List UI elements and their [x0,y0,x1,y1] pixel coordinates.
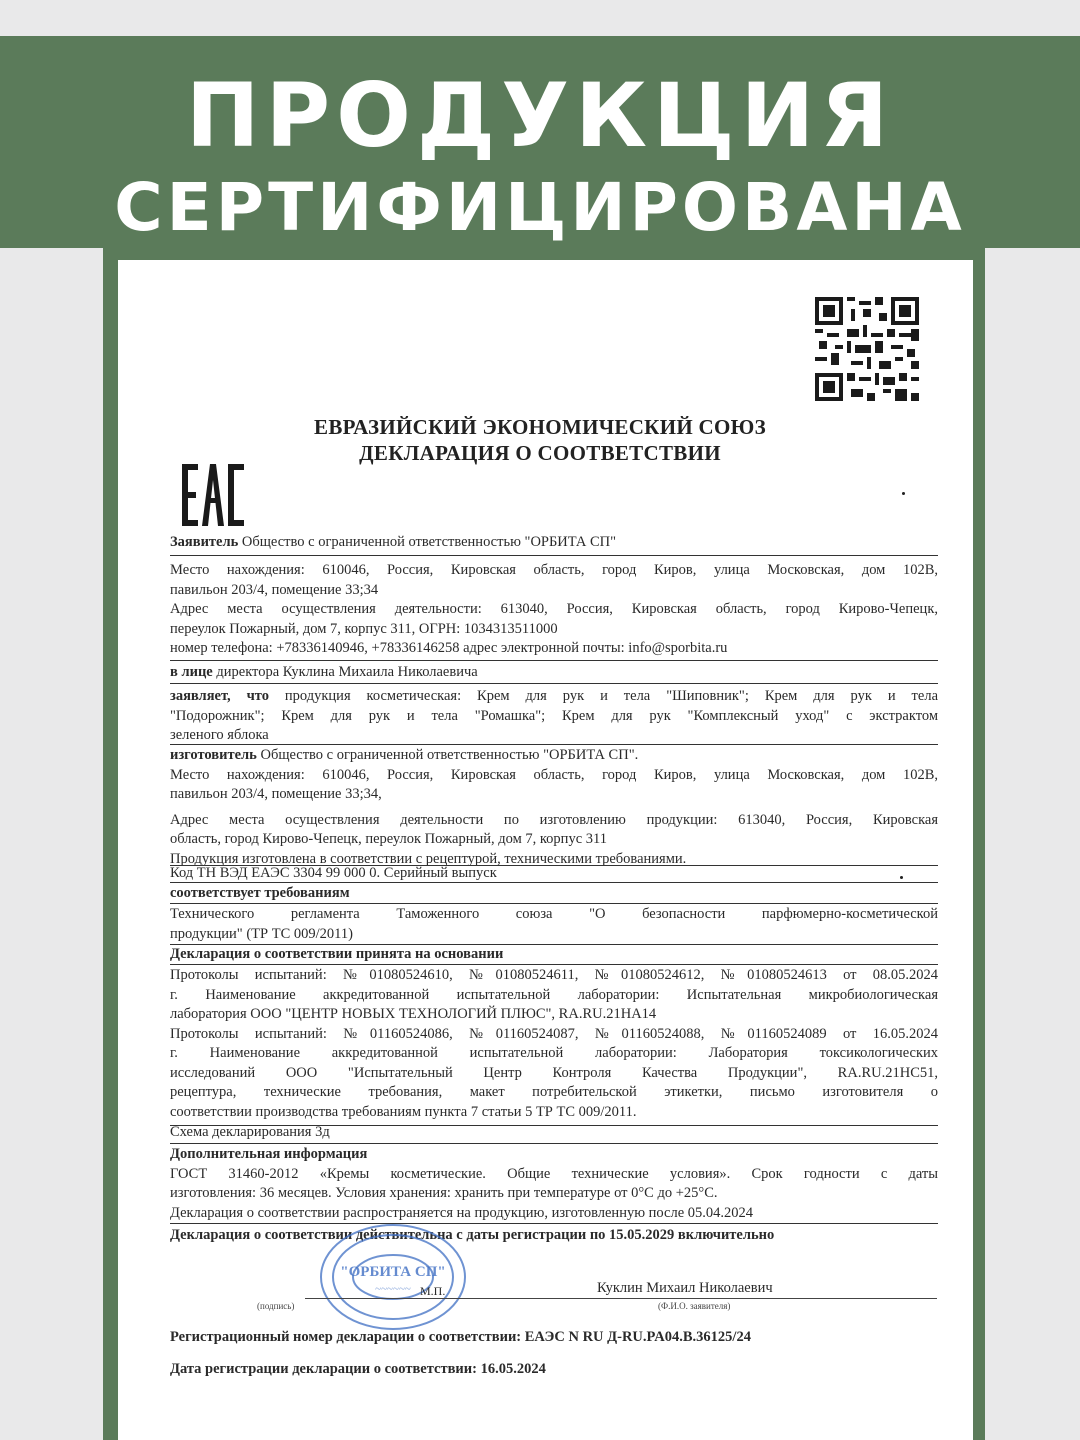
declaration-title: ДЕКЛАРАЦИЯ О СООТВЕТСТВИИ [359,441,721,465]
scan-dot [900,876,903,879]
tn-ved-line [170,864,938,884]
manufacturer-production: Адрес места осуществления деятельности по изготовлению продукции: 613040, Россия, Кировская [170,811,938,828]
manufacturer-block [170,746,938,869]
applicant-line [170,533,938,553]
divider [170,882,938,883]
divider [170,683,938,684]
basis-line-8: соответствии производства требованиям пункта 7 статьи 5 ТР ТС 009/2011. [170,1103,637,1120]
registration-number: Регистрационный номер декларации о соответствии: ЕАЭС N RU Д-RU.PA04.B.36125/24 [170,1329,751,1345]
divider [170,964,938,965]
registration-date: Дата регистрации декларации о соответствии: 16.05.2024 [170,1361,546,1377]
basis-details [170,966,938,1122]
basis-line-6: исследований ООО "Испытательный Центр Контроля Качества Продукции", RA.RU.21НС51, [170,1064,938,1081]
basis-label: Декларация о соответствии принята на основании [170,946,504,962]
svg-text:~~~~~~: ~~~~~~ [375,1283,411,1295]
signatory-name: Куклин Михаил Николаевич [597,1280,773,1296]
applicant-label: Заявитель [170,534,239,550]
divider [170,744,938,745]
manufacturer-location: Место нахождения: 610046, Россия, Кировская область, город Киров, улица Московская, дом 102В, [170,766,938,783]
basis-line-5: г. Наименование аккредитованной испытательной лаборатории: Лаборатория токсикологических [170,1045,938,1061]
applicant-name: Общество с ограниченной ответственностью "ОРБИТА СП" [241,534,617,550]
applicant-location-2: павильон 203/4, помещение 33;34 [170,581,379,598]
divider [170,660,938,661]
product-line-1: продукция косметическая: Крем для рук и тела "Шиповник"; Крем для рук и тела [284,688,939,704]
product-line-2: "Подорожник"; Крем для рук и тела "Ромашка"; Крем для рук "Комплексный уход" с экстрактом [170,707,938,724]
scheme: Схема декларирования 3д [170,1124,330,1140]
declares-label: заявляет, что [170,688,269,704]
validity-line [170,1226,938,1246]
additional-line-3: Декларация о соответствии распространяется на продукцию, изготовленную после 05.04.2024 [170,1204,754,1221]
divider [170,1143,938,1144]
additional-block [170,1145,938,1223]
regulation-line-2: продукции" (ТР ТС 009/2011) [170,925,353,942]
basis-line-4: Протоколы испытаний: №01160524086, №01160524087, №01160524088, №01160524089 от 16.05.2024 [170,1025,938,1042]
mp-mark: М.П. [420,1284,446,1298]
additional-line-2: изготовления: 36 месяцев. Условия хранения: хранить при температуре от 0°С до +25°С. [170,1185,718,1201]
basis-line-2: г. Наименование аккредитованной испытательной лаборатории: Испытательная микробиологическая [170,986,938,1003]
eac-logo-icon [180,462,246,528]
divider [170,555,938,556]
scan-dot [902,492,905,495]
qr-code-icon [815,297,919,401]
represented-label: в лице [170,664,213,680]
product-block [170,687,938,746]
represented-line [170,663,938,683]
header-banner [0,36,1080,248]
manufacturer-production-2: область, город Кирово-Чепецк, переулок Пожарный, дом 7, корпус 311 [170,831,607,847]
signature-caption: (подпись) [257,1301,295,1311]
represented-by: директора Куклина Михаила Николаевича [216,664,478,680]
fio-caption: (Ф.И.О. заявителя) [658,1301,731,1311]
manufacturer-location-2: павильон 203/4, помещение 33;34, [170,786,382,802]
validity: Декларация о соответствии действительна с даты регистрации по 15.05.2029 включительно [170,1227,775,1243]
conforms-block [170,884,938,904]
basis-line-3: лаборатория ООО "ЦЕНТР НОВЫХ ТЕХНОЛОГИЙ ПЛЮС", RA.RU.21НА14 [170,1006,657,1022]
scheme-line [170,1123,938,1143]
applicant-details [170,561,938,659]
applicant-activity-2: переулок Пожарный, дом 7, корпус 311, ОГРН: 1034313511000 [170,620,558,637]
divider [170,903,938,904]
manufacturer-recipe: Продукция изготовлена в соответствии с рецептурой, техническими требованиями. [170,850,687,867]
basis-block [170,945,938,965]
banner-subtitle: СЕРТИФИЦИРОВАНА [114,169,966,246]
applicant-contacts: номер телефона: +78336140946, +78336146258 адрес электронной почты: info@sporbita.ru [170,640,728,656]
signature-line [305,1298,937,1299]
applicant-location: Место нахождения: 610046, Россия, Кировская область, город Киров, улица Московская, дом 102В, [170,562,938,578]
regulation-block [170,905,938,944]
manufacturer-label: изготовитель [170,747,257,763]
regulation-line-1: Технического регламента Таможенного союза "О безопасности парфюмерно-косметической [170,906,938,922]
additional-label: Дополнительная информация [170,1146,368,1162]
divider [170,1223,938,1224]
banner-title: ПРОДУКЦИЯ [185,64,895,167]
product-line-3: зеленого яблока [170,727,269,743]
registration-number-line [170,1328,970,1348]
conforms-label: соответствует требованиям [170,885,350,901]
registration-date-line [170,1360,938,1380]
company-stamp [318,1222,468,1332]
manufacturer-name: Общество с ограниченной ответственностью "ОРБИТА СП". [260,747,639,763]
stamp-text: "ОРБИТА СП" [340,1264,446,1280]
tn-ved-code: Код ТН ВЭД ЕАЭС 3304 99 000 0. Серийный выпуск [170,865,497,881]
additional-line-1: ГОСТ 31460-2012 «Кремы косметические. Общие технические условия». Срок годности с даты [170,1165,938,1182]
applicant-activity: Адрес места осуществления деятельности: 613040, Россия, Кировская область, город Кирово-Чепецк, [170,601,938,617]
basis-line-1: Протоколы испытаний: №01080524610, №01080524611, №01080524612, №01080524613 от 08.05.2024 [170,967,938,983]
basis-line-7: рецептура, технические требования, макет потребительской этикетки, письмо изготовителя о [170,1084,938,1100]
union-title: ЕВРАЗИЙСКИЙ ЭКОНОМИЧЕСКИЙ СОЮЗ [314,415,766,439]
